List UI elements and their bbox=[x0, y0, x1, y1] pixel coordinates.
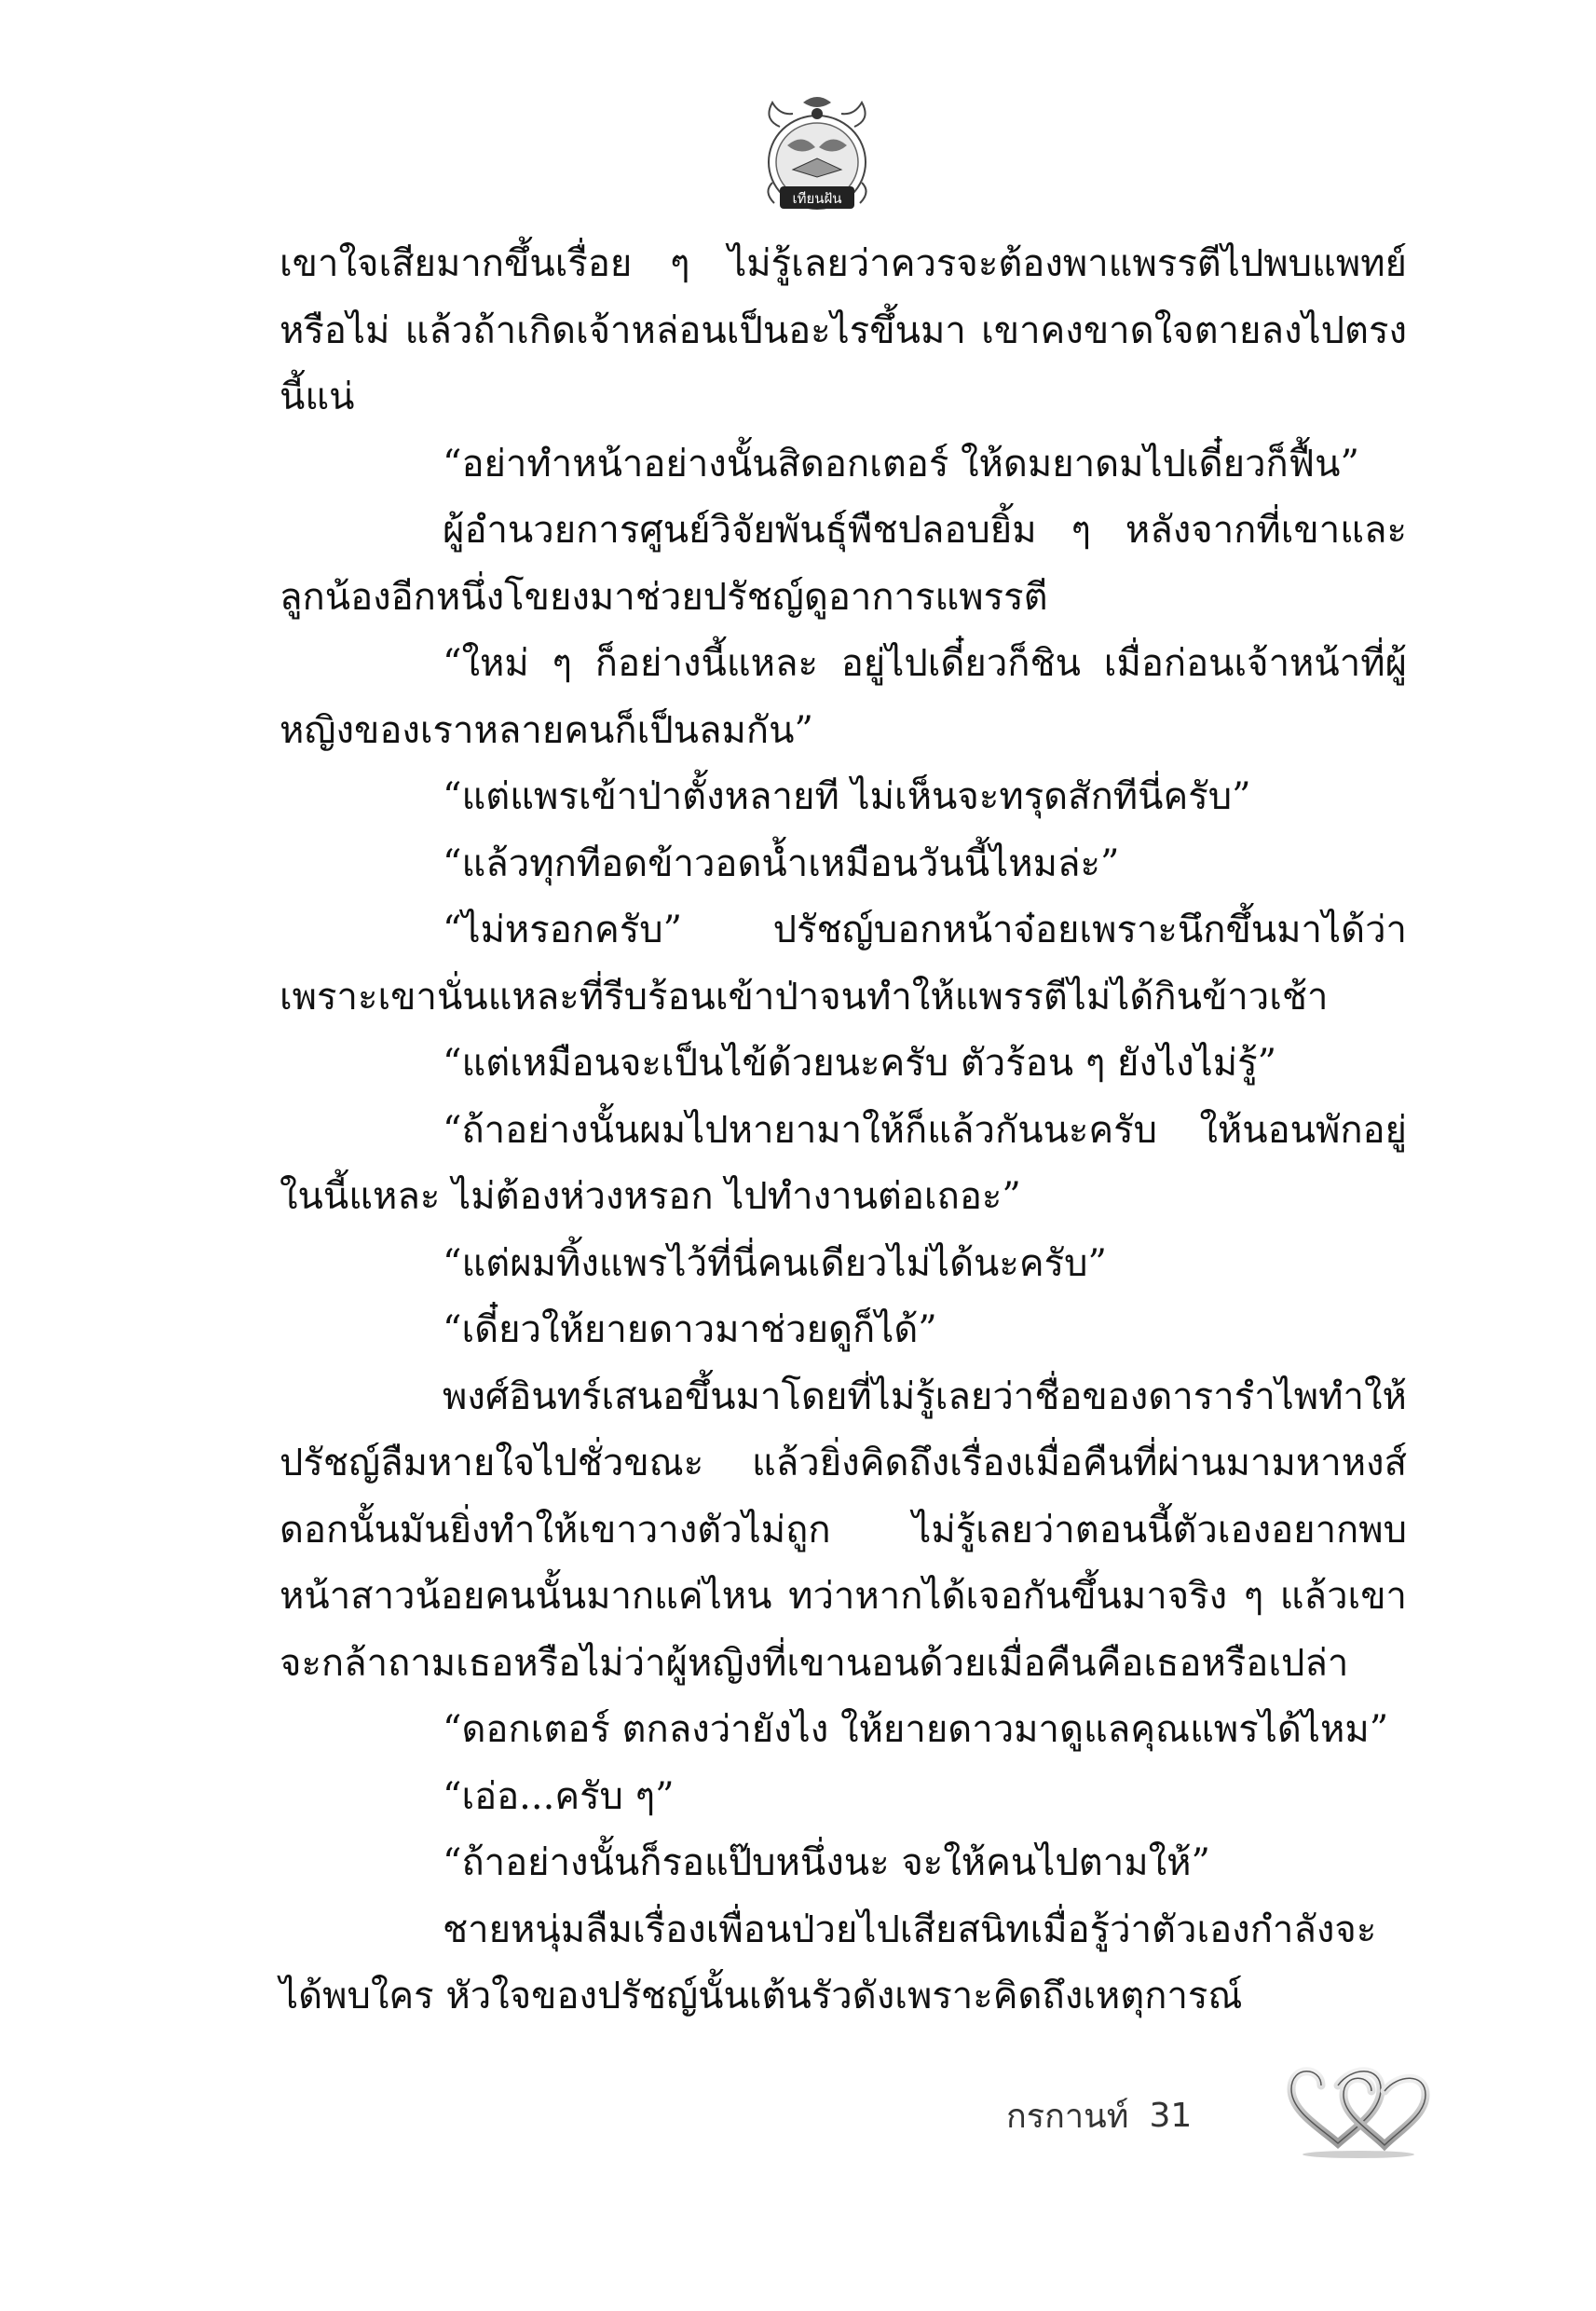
paragraph: “อย่าทำหน้าอย่างนั้นสิดอกเตอร์ ให้ดมยาดมไปเดี๋ยวก็ฟื้น” bbox=[443, 442, 1359, 485]
paragraph: “แต่แพรเข้าป่าตั้งหลายที ไม่เห็นจะทรุดสักทีนี่ครับ” bbox=[443, 775, 1251, 818]
paragraph: “แต่ผมทิ้งแพรไว้ที่นี่คนเดียวไม่ได้นะครับ” bbox=[443, 1241, 1107, 1285]
paragraph: เขาใจเสียมากขึ้นเรื่อย ๆ ไม่รู้เลยว่าควรจะต้องพาแพรรตีไปพบแพทย์หรือไม่ แล้วถ้าเกิดเจ้าหล่อนเป็นอะไรขึ้นมา เขาคงขาดใจตายลงไปตรงนี้แน่ bbox=[280, 242, 1407, 418]
footer-title: กรกานท์ bbox=[1006, 2097, 1129, 2136]
paragraph: “ถ้าอย่างนั้นผมไปหายามาให้ก็แล้วกันนะครับ ให้นอนพักอยู่ในนี้แหละ ไม่ต้องห่วงหรอก ไปทำงานต่อเถอะ” bbox=[280, 1108, 1407, 1218]
crest-logo-icon bbox=[752, 89, 882, 220]
paragraph: ชายหนุ่มลืมเรื่องเพื่อนป่วยไปเสียสนิทเมื่อรู้ว่าตัวเองกำลังจะได้พบใคร หัวใจของปรัชญ์นั้นเต้นรัวดังเพราะคิดถึงเหตุการณ์ bbox=[280, 1908, 1377, 2017]
paragraph: “ไม่หรอกครับ” ปรัชญ์บอกหน้าจ๋อยเพราะนึกขึ้นมาได้ว่าเพราะเขานั่นแหละที่รีบร้อนเข้าป่าจนทำให้แพรรตีไม่ได้กินข้าวเช้า bbox=[280, 909, 1407, 1019]
paragraph: “เอ่อ...ครับ ๆ” bbox=[443, 1774, 675, 1818]
paragraph: พงศ์อินทร์เสนอขึ้นมาโดยที่ไม่รู้เลยว่าชื่อของดารารำไพทำให้ปรัชญ์ลืมหายใจไปชั่วขณะ แล้วยิ่งคิดถึงเรื่องเมื่อคืนที่ผ่านมามหาหงส์ดอกนั้นมันยิ่งทำให้เขาวางตัวไม่ถูก ไม่รู้เลยว่าตอนนี้ตัวเองอยากพบหน้าสาวน้อยคนนั้นมากแค่ไหน ทว่าหากได้เจอกันขึ้นมาจริง ๆ แล้วเขาจะกล้าถามเธอหรือไม่ว่าผู้หญิงที่เขานอนด้วยเมื่อคืนคือเธอหรือเปล่า bbox=[280, 1374, 1407, 1685]
paragraph: ผู้อำนวยการศูนย์วิจัยพันธุ์พืชปลอบยิ้ม ๆ หลังจากที่เขาและลูกน้องอีกหนึ่งโขยงมาช่วยปรัชญ์ดูอาการแพรรตี bbox=[280, 509, 1407, 619]
body-text bbox=[280, 231, 1407, 2031]
paragraph: “แล้วทุกทีอดข้าวอดน้ำเหมือนวันนี้ไหมล่ะ” bbox=[443, 841, 1120, 885]
paragraph: “ถ้าอย่างนั้นก็รอแป๊บหนึ่งนะ จะให้คนไปตามให้” bbox=[443, 1841, 1210, 1884]
paragraph: “แต่เหมือนจะเป็นไข้ด้วยนะครับ ตัวร้อน ๆ ยังไงไม่รู้” bbox=[443, 1042, 1277, 1085]
double-heart-icon bbox=[1284, 2058, 1433, 2160]
page-footer bbox=[1006, 2087, 1192, 2143]
paragraph: “เดี๋ยวให้ยายดาวมาช่วยดูก็ได้” bbox=[443, 1308, 937, 1351]
paragraph: “ดอกเตอร์ ตกลงว่ายังไง ให้ยายดาวมาดูแลคุณแพรได้ไหม” bbox=[443, 1708, 1389, 1751]
page-number: 31 bbox=[1149, 2096, 1193, 2135]
paragraph: “ใหม่ ๆ ก็อย่างนี้แหละ อยู่ไปเดี๋ยวก็ชิน เมื่อก่อนเจ้าหน้าที่ผู้หญิงของเราหลายคนก็เป็นลมกัน” bbox=[280, 642, 1407, 752]
logo-text: เทียนฝัน bbox=[792, 190, 842, 207]
ornamental-crest-logo bbox=[752, 89, 882, 220]
